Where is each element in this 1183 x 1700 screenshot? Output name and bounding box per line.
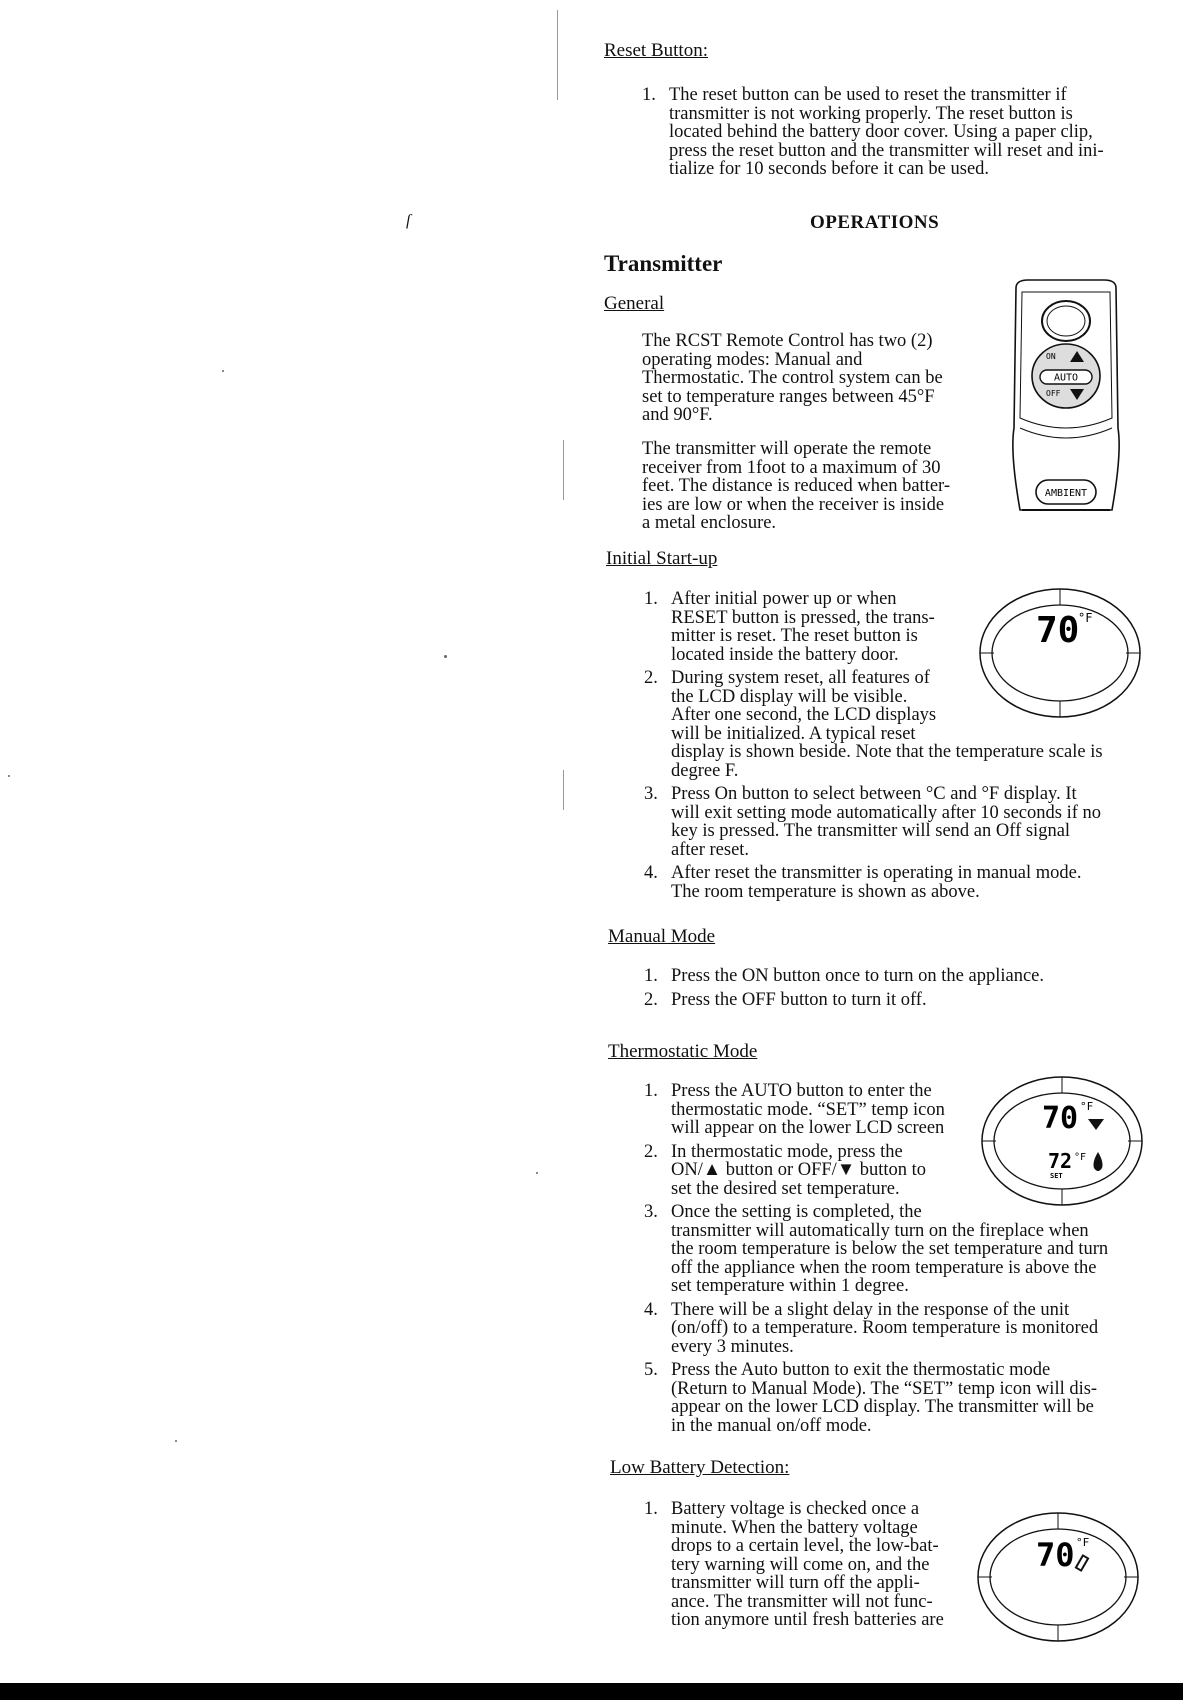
lcd-display-thermostatic bbox=[980, 1074, 1144, 1208]
list-item: 1. After initial power up or when RESET button is pressed, the trans- mitter is reset. The reset button is located inside the battery door. bbox=[644, 589, 935, 665]
general-heading: General bbox=[604, 293, 665, 314]
transmitter-title: Transmitter bbox=[604, 251, 723, 276]
lcd-temp: 70 bbox=[1042, 1101, 1079, 1136]
list-item: 1. Press the AUTO button to enter the thermostatic mode. “SET” temp icon will appear on the lower LCD screen bbox=[644, 1081, 945, 1138]
lcd-set-temp: 72 bbox=[1048, 1149, 1073, 1173]
list-item: 4. There will be a slight delay in the response of the unit (on/off) to a temperature. Room temperature is monitored every 3 minutes. bbox=[644, 1299, 1099, 1357]
reset-heading: Reset Button: bbox=[604, 40, 708, 61]
remote-illustration bbox=[1008, 278, 1124, 524]
general-paragraph-2: The transmitter will operate the remote receiver from 1foot to a maximum of 30 feet. The distance is reduced when batter- ies are low or when the receiver is inside a metal enclosure. bbox=[642, 439, 950, 533]
scan-speck bbox=[536, 1172, 538, 1174]
scan-fold-line bbox=[563, 440, 564, 500]
lcd-temp: 70 bbox=[1036, 610, 1080, 651]
remote-on-label: ON bbox=[1046, 352, 1056, 361]
low-battery-heading: Low Battery Detection: bbox=[610, 1457, 790, 1478]
lcd-unit: °F bbox=[1076, 1536, 1090, 1549]
scan-speck bbox=[444, 655, 447, 658]
scan-speck bbox=[8, 775, 10, 777]
scan-fold-line bbox=[563, 770, 564, 810]
list-item: 3. Press On button to select between °C and °F display. It will exit setting mode automatically after 10 seconds if no key is pressed. The transmitter will send an Off signal after reset. bbox=[644, 784, 1102, 860]
lcd-unit: °F bbox=[1080, 1100, 1094, 1113]
low-battery-list bbox=[644, 1500, 984, 1635]
general-paragraph-1: The RCST Remote Control has two (2) operating modes: Manual and Thermostatic. The control system can be set to temperature ranges between 45°F and 90°F. bbox=[642, 331, 943, 425]
initial-startup-heading: Initial Start-up bbox=[606, 548, 718, 569]
list-item: 1. Battery voltage is checked once a minute. When the battery voltage drops to a certain level, the low-bat- tery warning will come on, and the transmitter will turn off the appli- ance. The transmitter will not func- tion anymore until fresh batteries are bbox=[644, 1499, 944, 1630]
scan-mark: ſ bbox=[406, 212, 411, 229]
remote-auto-label: AUTO bbox=[1053, 372, 1079, 384]
remote-off-label: OFF bbox=[1046, 389, 1061, 398]
list-item: 2. Press the OFF button to turn it off. bbox=[644, 989, 927, 1010]
lcd-set-label: SET bbox=[1050, 1172, 1063, 1180]
thermostatic-mode-heading: Thermostatic Mode bbox=[608, 1041, 758, 1062]
list-item: 2. During system reset, all features of the LCD display will be visible. After one second, the LCD displays will be initialized. A typical reset display is shown beside. Note that the temperature scale is degree F. bbox=[644, 668, 1103, 781]
lcd-display-low-battery bbox=[976, 1510, 1140, 1644]
operations-title: OPERATIONS bbox=[810, 212, 940, 233]
reset-list bbox=[642, 86, 1162, 184]
list-item: 5. Press the Auto button to exit the thermostatic mode (Return to Manual Mode). The “SET” temp icon will dis- appear on the lower LCD display. The transmitter will be in the manual on/off mode. bbox=[644, 1360, 1098, 1436]
lcd-unit: °F bbox=[1078, 611, 1093, 625]
scan-bottom-edge bbox=[0, 1683, 1183, 1700]
manual-mode-heading: Manual Mode bbox=[608, 926, 716, 947]
scan-speck bbox=[222, 370, 224, 372]
list-item: 2. In thermostatic mode, press the ON/▲ button or OFF/▼ button to set the desired set temperature. bbox=[644, 1141, 927, 1199]
list-item: 4. After reset the transmitter is operating in manual mode. The room temperature is shown as above. bbox=[644, 863, 1082, 902]
manual-mode-list bbox=[644, 967, 1164, 1014]
lcd-temp: 70 bbox=[1036, 1536, 1075, 1574]
list-item: 1. Press the ON button once to turn on the appliance. bbox=[644, 966, 1044, 986]
lcd-set-unit: °F bbox=[1074, 1152, 1087, 1163]
list-item: 3. Once the setting is completed, the transmitter will automatically turn on the fireplace when the room temperature is below the set temperature and turn off the appliance when the room temperature is above the set temperature within 1 degree. bbox=[644, 1202, 1109, 1296]
scan-fold-line bbox=[557, 10, 558, 100]
scan-speck bbox=[175, 1440, 177, 1442]
remote-ambient-label: AMBIENT bbox=[1044, 488, 1088, 499]
list-item: 1. The reset button can be used to reset the transmitter if transmitter is not working properly. The reset button is located behind the battery door cover. Using a paper clip, press the reset button and the transmitter will reset and ini- tialize for 10 seconds before it can be used. bbox=[642, 85, 1104, 179]
lcd-display-reset bbox=[978, 586, 1142, 720]
